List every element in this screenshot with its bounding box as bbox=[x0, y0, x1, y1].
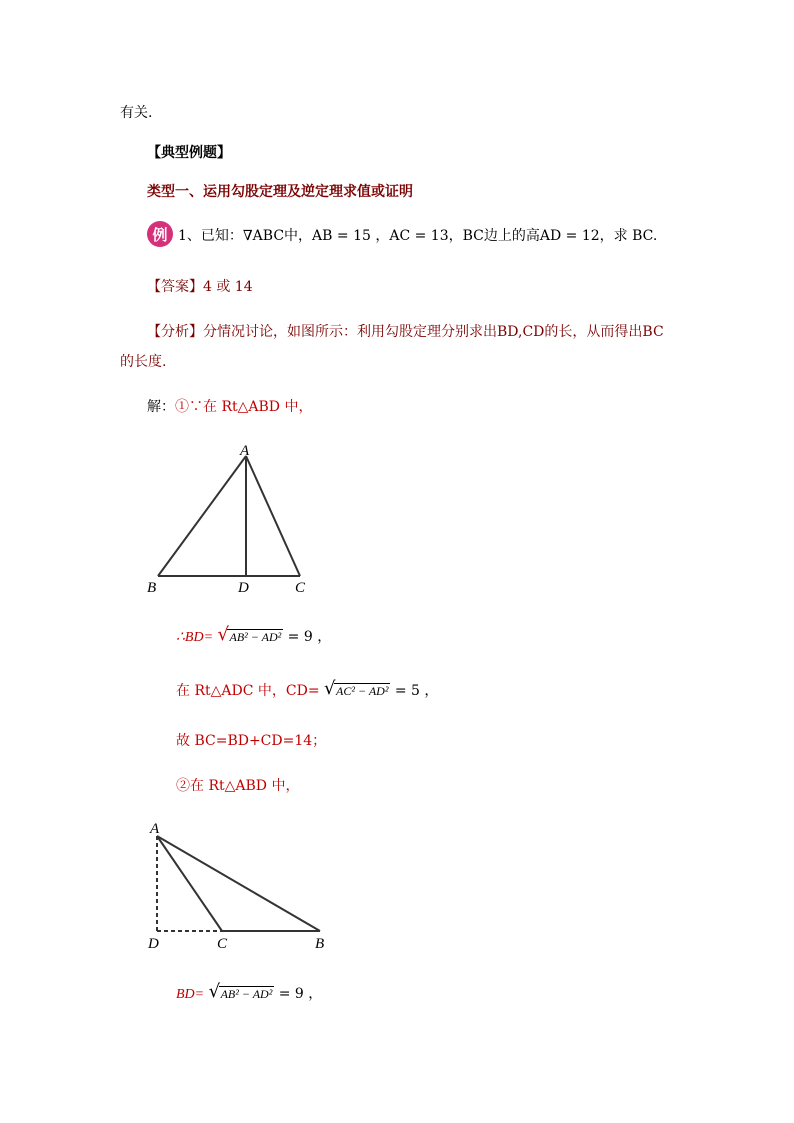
cd-prefix: 在 Rt△ADC 中，CD= bbox=[176, 683, 320, 699]
bd2-prefix: BD= bbox=[176, 987, 205, 1002]
problem-statement: 1、已知：∇ABC中，AB = 15 ，AC = 13，BC边上的高AD = 12，求 BC. bbox=[178, 228, 658, 244]
fig1-label-d: D bbox=[238, 580, 249, 596]
case1-text: ①∵在 Rt△ABD 中， bbox=[175, 399, 313, 415]
fig2-label-c: C bbox=[217, 936, 228, 952]
fig2-label-a: A bbox=[150, 821, 160, 837]
analysis-text-2: 的长度. bbox=[120, 354, 167, 370]
analysis-line bbox=[147, 322, 664, 342]
fig1-label-c: C bbox=[295, 580, 306, 596]
bc-sum: 故 BC=BD+CD=14； bbox=[176, 733, 327, 749]
analysis-label: 【分析】 bbox=[147, 324, 203, 340]
answer-label: 【答案】 bbox=[147, 279, 203, 295]
fig2-label-b: B bbox=[315, 936, 325, 952]
bd-equation-1 bbox=[176, 624, 332, 648]
answer-value: 4 或 14 bbox=[203, 279, 253, 295]
solution-case1 bbox=[147, 397, 312, 417]
bd1-result: = 9 ， bbox=[287, 629, 332, 645]
intro-tail: 有关. bbox=[120, 105, 153, 121]
fig2-side-ac bbox=[157, 836, 222, 931]
fig1-label-b: B bbox=[147, 580, 157, 596]
solution-case2: ②在 Rt△ABD 中， bbox=[176, 778, 300, 794]
bd1-sqrt: √ AB² − AD² bbox=[217, 624, 282, 645]
fig2-label-d: D bbox=[148, 936, 159, 952]
fig1-label-a: A bbox=[240, 443, 250, 459]
fig1-side-ac bbox=[246, 456, 300, 576]
cd-equation bbox=[176, 678, 439, 701]
solution-label: 解： bbox=[147, 399, 175, 415]
cd-result: = 5 ， bbox=[394, 683, 439, 699]
figure-2-obtuse-triangle bbox=[140, 816, 340, 956]
figure-1-acute-triangle bbox=[140, 438, 320, 598]
bd2-sqrt: √ AB² − AD² bbox=[208, 981, 273, 1002]
bd2-result: = 9 ， bbox=[278, 986, 323, 1002]
cd-sqrt: √ AC² − AD² bbox=[324, 678, 389, 699]
bd-equation-2 bbox=[176, 981, 323, 1005]
answer-line bbox=[147, 277, 253, 297]
type-heading: 类型一、运用勾股定理及逆定理求值或证明 bbox=[147, 184, 413, 200]
analysis-text: 分情况讨论，如图所示：利用勾股定理分别求出BD,CD的长，从而得出BC bbox=[203, 324, 664, 340]
fig2-side-ab bbox=[157, 836, 320, 931]
fig1-side-ab bbox=[158, 456, 246, 576]
bd1-prefix: ∴BD= bbox=[176, 630, 214, 645]
section-heading: 【典型例题】 bbox=[147, 145, 231, 161]
example-badge: 例 bbox=[147, 221, 173, 247]
